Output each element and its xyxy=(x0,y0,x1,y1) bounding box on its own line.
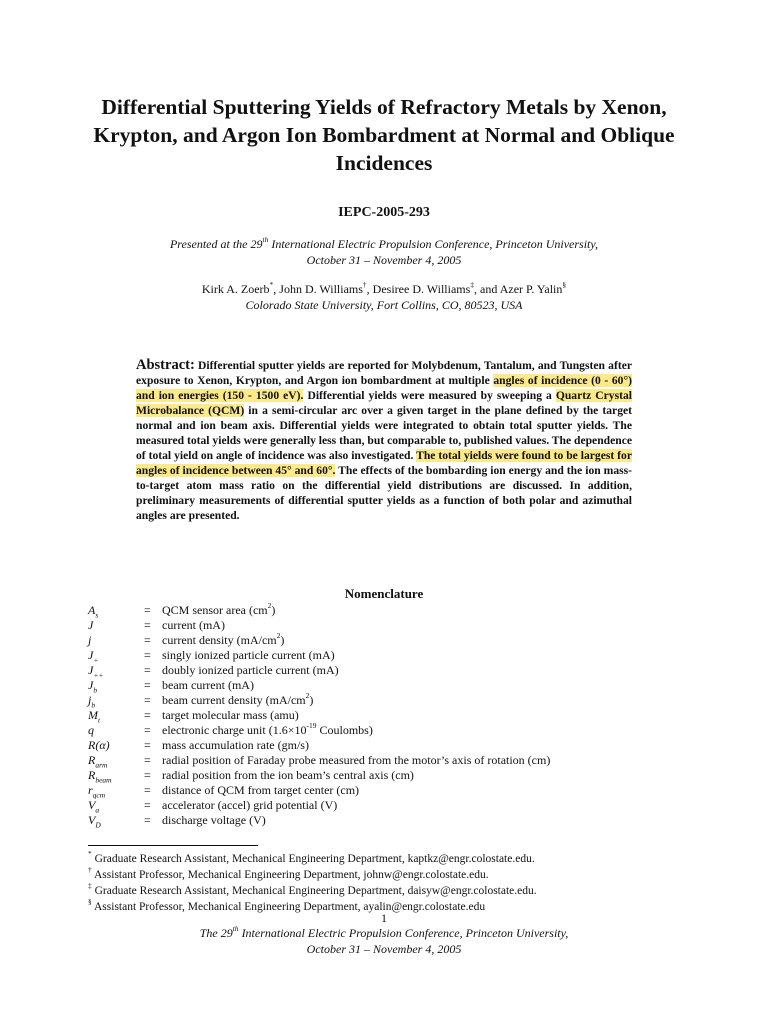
equals-sign: = xyxy=(144,753,151,767)
nomenclature-symbol: $V_a$ xyxy=(88,798,100,815)
author-mark: † xyxy=(362,280,367,289)
abstract-text: Differential yields were measured by sweeping a xyxy=(303,389,556,402)
nomenclature-row xyxy=(88,603,648,618)
conference-presented xyxy=(120,236,648,268)
nomenclature-row xyxy=(88,813,648,828)
equals-sign: = xyxy=(144,603,151,617)
nomenclature-symbol: $J_{++}$ xyxy=(88,663,104,680)
footnote-divider xyxy=(88,845,258,846)
nomenclature-heading: Nomenclature xyxy=(344,586,424,601)
nomenclature-description: target molecular mass (amu) xyxy=(162,708,299,722)
nomenclature-symbol: $R_{arm}$ xyxy=(88,753,108,770)
nomenclature-row xyxy=(88,723,648,738)
paper-id: IEPC-2005-293 xyxy=(338,205,430,220)
highlight: angles of incidence (0 - 60°) and ion energies (150 - 1500 eV). xyxy=(136,374,632,402)
nomenclature-description: current density $(mA/cm^2)$ xyxy=(162,631,285,647)
nomenclature-description: beam current (mA) xyxy=(162,678,254,692)
nomenclature-row xyxy=(88,798,648,813)
nomenclature-row xyxy=(88,708,648,723)
footnote-mark: † xyxy=(88,865,92,875)
nomenclature-row xyxy=(88,663,648,678)
nomenclature-description: discharge voltage (V) xyxy=(162,813,266,827)
presented-line-2: October 31 – November 4, 2005 xyxy=(306,253,462,267)
equals-sign: = xyxy=(144,813,151,827)
nomenclature-description: mass accumulation rate (gm/s) xyxy=(162,738,309,752)
equals-sign: = xyxy=(144,723,151,737)
paper-title: Differential Sputtering Yields of Refractory Metals by Xenon, Krypton, and Argon Ion Bombardment at Normal and Oblique Incidences xyxy=(93,95,675,175)
highlight: The total yields were found to be largest for angles of incidence between 45° and 60°. xyxy=(136,449,632,477)
author-mark: § xyxy=(562,280,567,289)
author-name: , Desiree D. Williams xyxy=(366,282,471,296)
equals-sign: = xyxy=(144,648,151,662)
footnote: § Assistant Professor, Mechanical Engineering Department, ayalin@engr.colostate.edu xyxy=(88,897,486,913)
equals-sign: = xyxy=(144,693,151,707)
equals-sign: = xyxy=(144,663,151,677)
nomenclature-row xyxy=(88,678,648,693)
nomenclature-list xyxy=(88,603,648,828)
nomenclature-description: radial position from the ion beam’s central axis (cm) xyxy=(162,768,414,782)
nomenclature-row xyxy=(88,783,648,798)
abstract-text: The effects of the bombarding ion energy and the ion mass-to-target atom mass ratio on the differential yield distributions are discussed. In addition, preliminary measurements of differential sputter yields as a function of both polar and azimuthal angles are presented. xyxy=(136,464,632,522)
nomenclature-row xyxy=(88,648,648,663)
affiliation: Colorado State University, Fort Collins, CO, 80523, USA xyxy=(245,298,523,312)
nomenclature-symbol: $M_t$ xyxy=(88,708,101,725)
nomenclature-description: distance of QCM from target center (cm) xyxy=(162,783,360,797)
nomenclature-symbol: $J_+$ xyxy=(88,648,99,665)
nomenclature-symbol: J xyxy=(88,618,94,632)
abstract-text: Differential sputter yields are reported for Molybdenum, Tantalum, and Tungsten after exposure to Xenon, Krypton, and Argon ion bombardment at multiple xyxy=(136,359,632,387)
page-number: 1 xyxy=(381,911,387,925)
footnote: ‡ Graduate Research Assistant, Mechanical Engineering Department, daisyw@engr.colostate.edu. xyxy=(88,881,537,897)
footnote-mark: ‡ xyxy=(88,881,92,891)
nomenclature-row xyxy=(88,768,648,783)
footnote: * Graduate Research Assistant, Mechanical Engineering Department, kaptkz@engr.colostate.edu. xyxy=(88,849,535,865)
nomenclature-description: radial position of Faraday probe measured from the motor’s axis of rotation (cm) xyxy=(162,753,551,767)
nomenclature-description: QCM sensor area $(cm^2)$ xyxy=(162,601,276,617)
abstract xyxy=(136,358,632,523)
equals-sign: = xyxy=(144,798,151,812)
footnote: † Assistant Professor, Mechanical Engineering Department, johnw@engr.colostate.edu. xyxy=(88,865,489,881)
footnote-mark: § xyxy=(88,897,92,907)
abstract-text: in a semi-circular arc over a given target in the plane defined by the target normal and ion beam axis. Differential yields were integrated to obtain total sputter yields. The measured total yields were generally less than, but comparable to, published values. The dependence of total yield on angle of incidence was also investigated. xyxy=(136,404,633,462)
nomenclature-symbol: j xyxy=(88,633,92,647)
footnotes xyxy=(88,851,688,915)
nomenclature-symbol: $V_D$ xyxy=(88,813,101,830)
nomenclature-description: electronic charge unit ($1.6\times 10^{-19}$ Coulombs) xyxy=(162,721,373,737)
footer-line-2: October 31 – November 4, 2005 xyxy=(306,942,462,956)
equals-sign: = xyxy=(144,783,151,797)
nomenclature-row xyxy=(88,618,648,633)
nomenclature-description: accelerator (accel) grid potential (V) xyxy=(162,798,338,812)
nomenclature-description: doubly ionized particle current (mA) xyxy=(162,663,339,677)
footer-line-1: The 29th International Electric Propulsion Conference, Princeton University, xyxy=(199,924,569,940)
nomenclature-description: current (mA) xyxy=(162,618,225,632)
abstract-heading: Abstract: xyxy=(136,357,195,373)
equals-sign: = xyxy=(144,678,151,692)
nomenclature-symbol: $J_b$ xyxy=(88,678,98,695)
equals-sign: = xyxy=(144,738,151,752)
nomenclature-symbol: R(α) xyxy=(88,738,110,752)
nomenclature-description: singly ionized particle current (mA) xyxy=(162,648,335,662)
equals-sign: = xyxy=(144,618,151,632)
nomenclature-symbol: $j_b$ xyxy=(88,693,96,710)
nomenclature-symbol: $A_s$ xyxy=(88,603,99,620)
equals-sign: = xyxy=(144,708,151,722)
presented-line-1: Presented at the 29th International Electric Propulsion Conference, Princeton University, xyxy=(169,235,599,251)
footnote-mark: * xyxy=(88,849,92,859)
nomenclature-symbol: $R_{beam}$ xyxy=(88,768,112,785)
nomenclature-row xyxy=(88,738,648,753)
nomenclature-row xyxy=(88,753,648,768)
page-footer xyxy=(120,925,648,957)
nomenclature-row xyxy=(88,633,648,648)
equals-sign: = xyxy=(144,768,151,782)
author-name: Kirk A. Zoerb xyxy=(201,282,270,296)
author-name: , John D. Williams xyxy=(273,282,363,296)
author-mark: ‡ xyxy=(470,280,475,289)
nomenclature-description: beam current density $(mA/cm^2)$ xyxy=(162,691,314,707)
nomenclature-row xyxy=(88,693,648,708)
nomenclature-symbol: q xyxy=(88,723,94,737)
author-mark: * xyxy=(269,280,274,289)
author-block xyxy=(60,281,708,313)
author-list xyxy=(60,281,708,297)
highlight: Quartz Crystal Microbalance (QCM) xyxy=(136,389,632,417)
author-name: , and Azer P. Yalin xyxy=(474,282,563,296)
equals-sign: = xyxy=(144,633,151,647)
nomenclature-symbol: $r_{qcm}$ xyxy=(88,783,106,800)
